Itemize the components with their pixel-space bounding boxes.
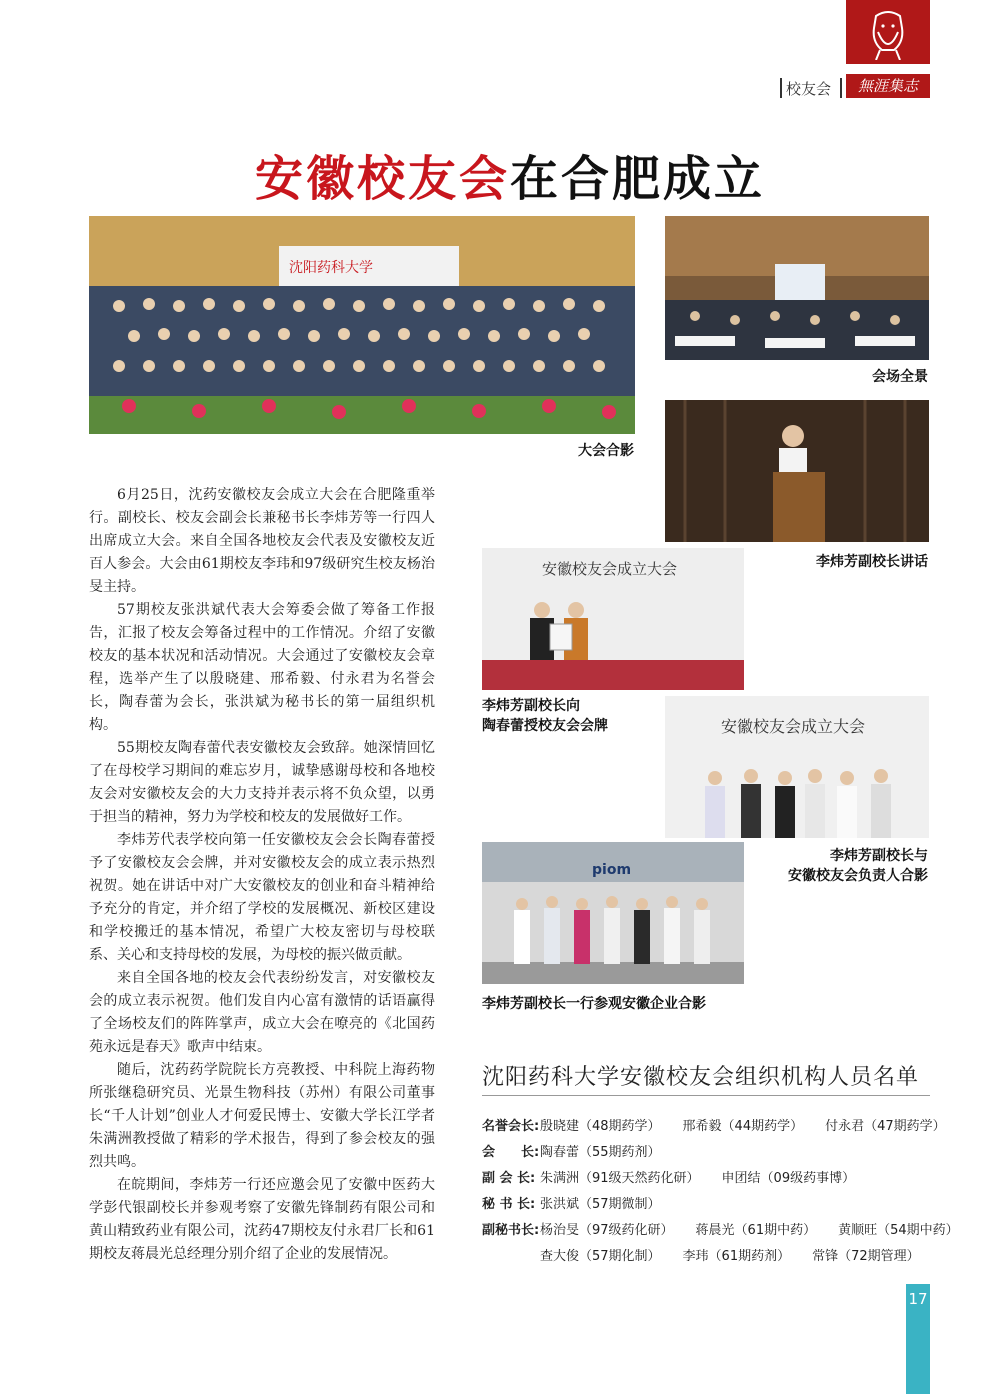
- roster-name: 邢希毅（44期药学）: [682, 1119, 804, 1134]
- caption-line: 安徽校友会负责人合影: [788, 868, 928, 884]
- section-label: 校友会: [786, 80, 832, 98]
- banner-text: 安徽校友会成立大会: [721, 717, 866, 736]
- roster-role: 副秘书长:: [482, 1223, 540, 1238]
- roster-name: 常锋（72期管理）: [812, 1249, 920, 1264]
- venue-photo: [665, 216, 929, 360]
- banner-text: 沈阳药科大学: [289, 260, 373, 276]
- title-black-part: 在合肥成立: [510, 151, 766, 207]
- roster-list: [482, 1114, 959, 1270]
- roster-row: [482, 1218, 959, 1244]
- photo-caption: [482, 696, 608, 736]
- article-paragraph: 来自全国各地的校友会代表纷纷发言，对安徽校友会的成立表示祝贺。他们发自内心富有激情的话语赢得了全场校友们的阵阵掌声，成立大会在嘹亮的《北国药苑永远是春天》歌声中结束。: [89, 970, 435, 1055]
- caption-line: 李炜芳副校长向: [482, 698, 580, 714]
- speech-photo: [665, 400, 929, 542]
- roster-name: 李玮（61期药剂）: [682, 1249, 791, 1264]
- enterprise-visit-photo: [482, 842, 744, 984]
- photo-caption: 李炜芳副校长一行参观安徽企业合影: [482, 996, 706, 1012]
- page-number: 17: [908, 1290, 928, 1308]
- page-title: [0, 140, 1000, 209]
- roster-role: 会 长:: [482, 1145, 540, 1160]
- photo-caption: 大会合影: [578, 443, 634, 459]
- title-red-part: 安徽校友会: [254, 151, 510, 207]
- roster-title: 沈阳药科大学安徽校友会组织机构人员名单: [482, 1065, 920, 1090]
- roster-divider: [482, 1095, 930, 1096]
- roster-row: [482, 1114, 952, 1140]
- photo-caption: 会场全景: [872, 369, 928, 385]
- divider: [780, 78, 782, 98]
- article-paragraph: 57期校友张洪斌代表大会筹委会做了筹备工作报告，汇报了校友会筹备过程中的工作情况。介绍了安徽校友的基本状况和活动情况。大会通过了安徽校友会章程，选举产生了以殷晓建、邢希毅、付永君为名誉会长，陶春蕾为会长，张洪斌为秘书长的第一届组织机构。: [89, 602, 435, 733]
- caption-line: 陶春蕾授校友会会牌: [482, 718, 608, 734]
- divider: [840, 78, 842, 98]
- roster-name: 申团结（09级药事博）: [721, 1171, 856, 1186]
- article-paragraph: 李炜芳代表学校向第一任安徽校友会会长陶春蕾授予了安徽校友会会牌，并对安徽校友会的成立表示热烈祝贺。她在讲话中对广大安徽校友的创业和奋斗精神给予充分的肯定，并介绍了学校的发展概况、新校区建设和学校搬迁的基本情况，希望广大校友密切与母校联系、关心和支持母校的发展，为母校的振兴做贡献。: [89, 832, 435, 963]
- roster-name: 杨治旻（97级药化研）: [540, 1223, 674, 1238]
- caption-line: 李炜芳副校长与: [830, 848, 928, 864]
- article-paragraph: 在皖期间，李炜芳一行还应邀会见了安徽中医药大学彭代银副校长并参观考察了安徽先锋制药有限公司和黄山精致药业有限公司，沈药47期校友付永君厂长和61期校友蒋晨光总经理分别介绍了企业的发展情况。: [89, 1177, 435, 1262]
- roster-row: [482, 1244, 952, 1270]
- group-photo: [89, 216, 635, 434]
- roster-name: 蒋晨光（61期中药）: [695, 1223, 817, 1238]
- roster-name: 付永君（47期药学）: [825, 1119, 946, 1134]
- roster-name: 朱满洲（91级天然药化研）: [540, 1171, 700, 1186]
- photo-caption: [730, 846, 928, 886]
- article-body: [89, 484, 435, 1266]
- roster-row: [482, 1140, 952, 1166]
- banner-text: 安徽校友会成立大会: [542, 560, 678, 578]
- article-paragraph: 随后，沈药药学院院长方亮教授、中科院上海药物所张继稳研究员、光景生物科技（苏州）有限公司董事长“千人计划”创业人才何爱民博士、安徽大学长江学者朱满洲教授做了精彩的学术报告，得到了参会校友的强烈共鸣。: [89, 1062, 435, 1170]
- roster-role: 秘 书 长:: [482, 1197, 536, 1212]
- roster-name: 张洪斌（57期微制）: [540, 1197, 661, 1212]
- article-paragraph: 55期校友陶春蕾代表安徽校友会致辞。她深情回忆了在母校学习期间的难忘岁月，诚挚感谢母校和各地校友会对安徽校友会的大力支持并表示将不负众望，以勇于担当的精神，努力为学校和校友的发展做好工作。: [89, 740, 435, 825]
- roster-row: [482, 1166, 952, 1192]
- roster-name: 查大俊（57期化制）: [540, 1249, 661, 1264]
- roster-role: 名誉会长:: [482, 1119, 540, 1134]
- photo-caption: 李炜芳副校长讲话: [816, 554, 928, 570]
- roster-row: [482, 1192, 952, 1218]
- sign-text: piom: [592, 862, 632, 878]
- roster-name: 殷晓建（48期药学）: [540, 1119, 661, 1134]
- roster-name: 陶春蕾（55期药剂）: [540, 1145, 661, 1160]
- roster-name: 黄顺旺（54期中药）: [838, 1223, 959, 1238]
- plaque-photo: [482, 548, 744, 690]
- slogan: 無涯集志: [846, 74, 930, 98]
- scholar-portrait-icon: [858, 6, 918, 60]
- article-paragraph: 6月25日，沈药安徽校友会成立大会在合肥隆重举行。副校长、校友会副会长兼秘书长李炜芳等一行四人出席成立大会。来自全国各地校友会代表及安徽校友近百人参会。大会由61期校友李玮和97级研究生校友杨治旻主持。: [89, 487, 435, 595]
- leaders-photo: [665, 696, 929, 838]
- roster-role: 副 会 长:: [482, 1171, 536, 1186]
